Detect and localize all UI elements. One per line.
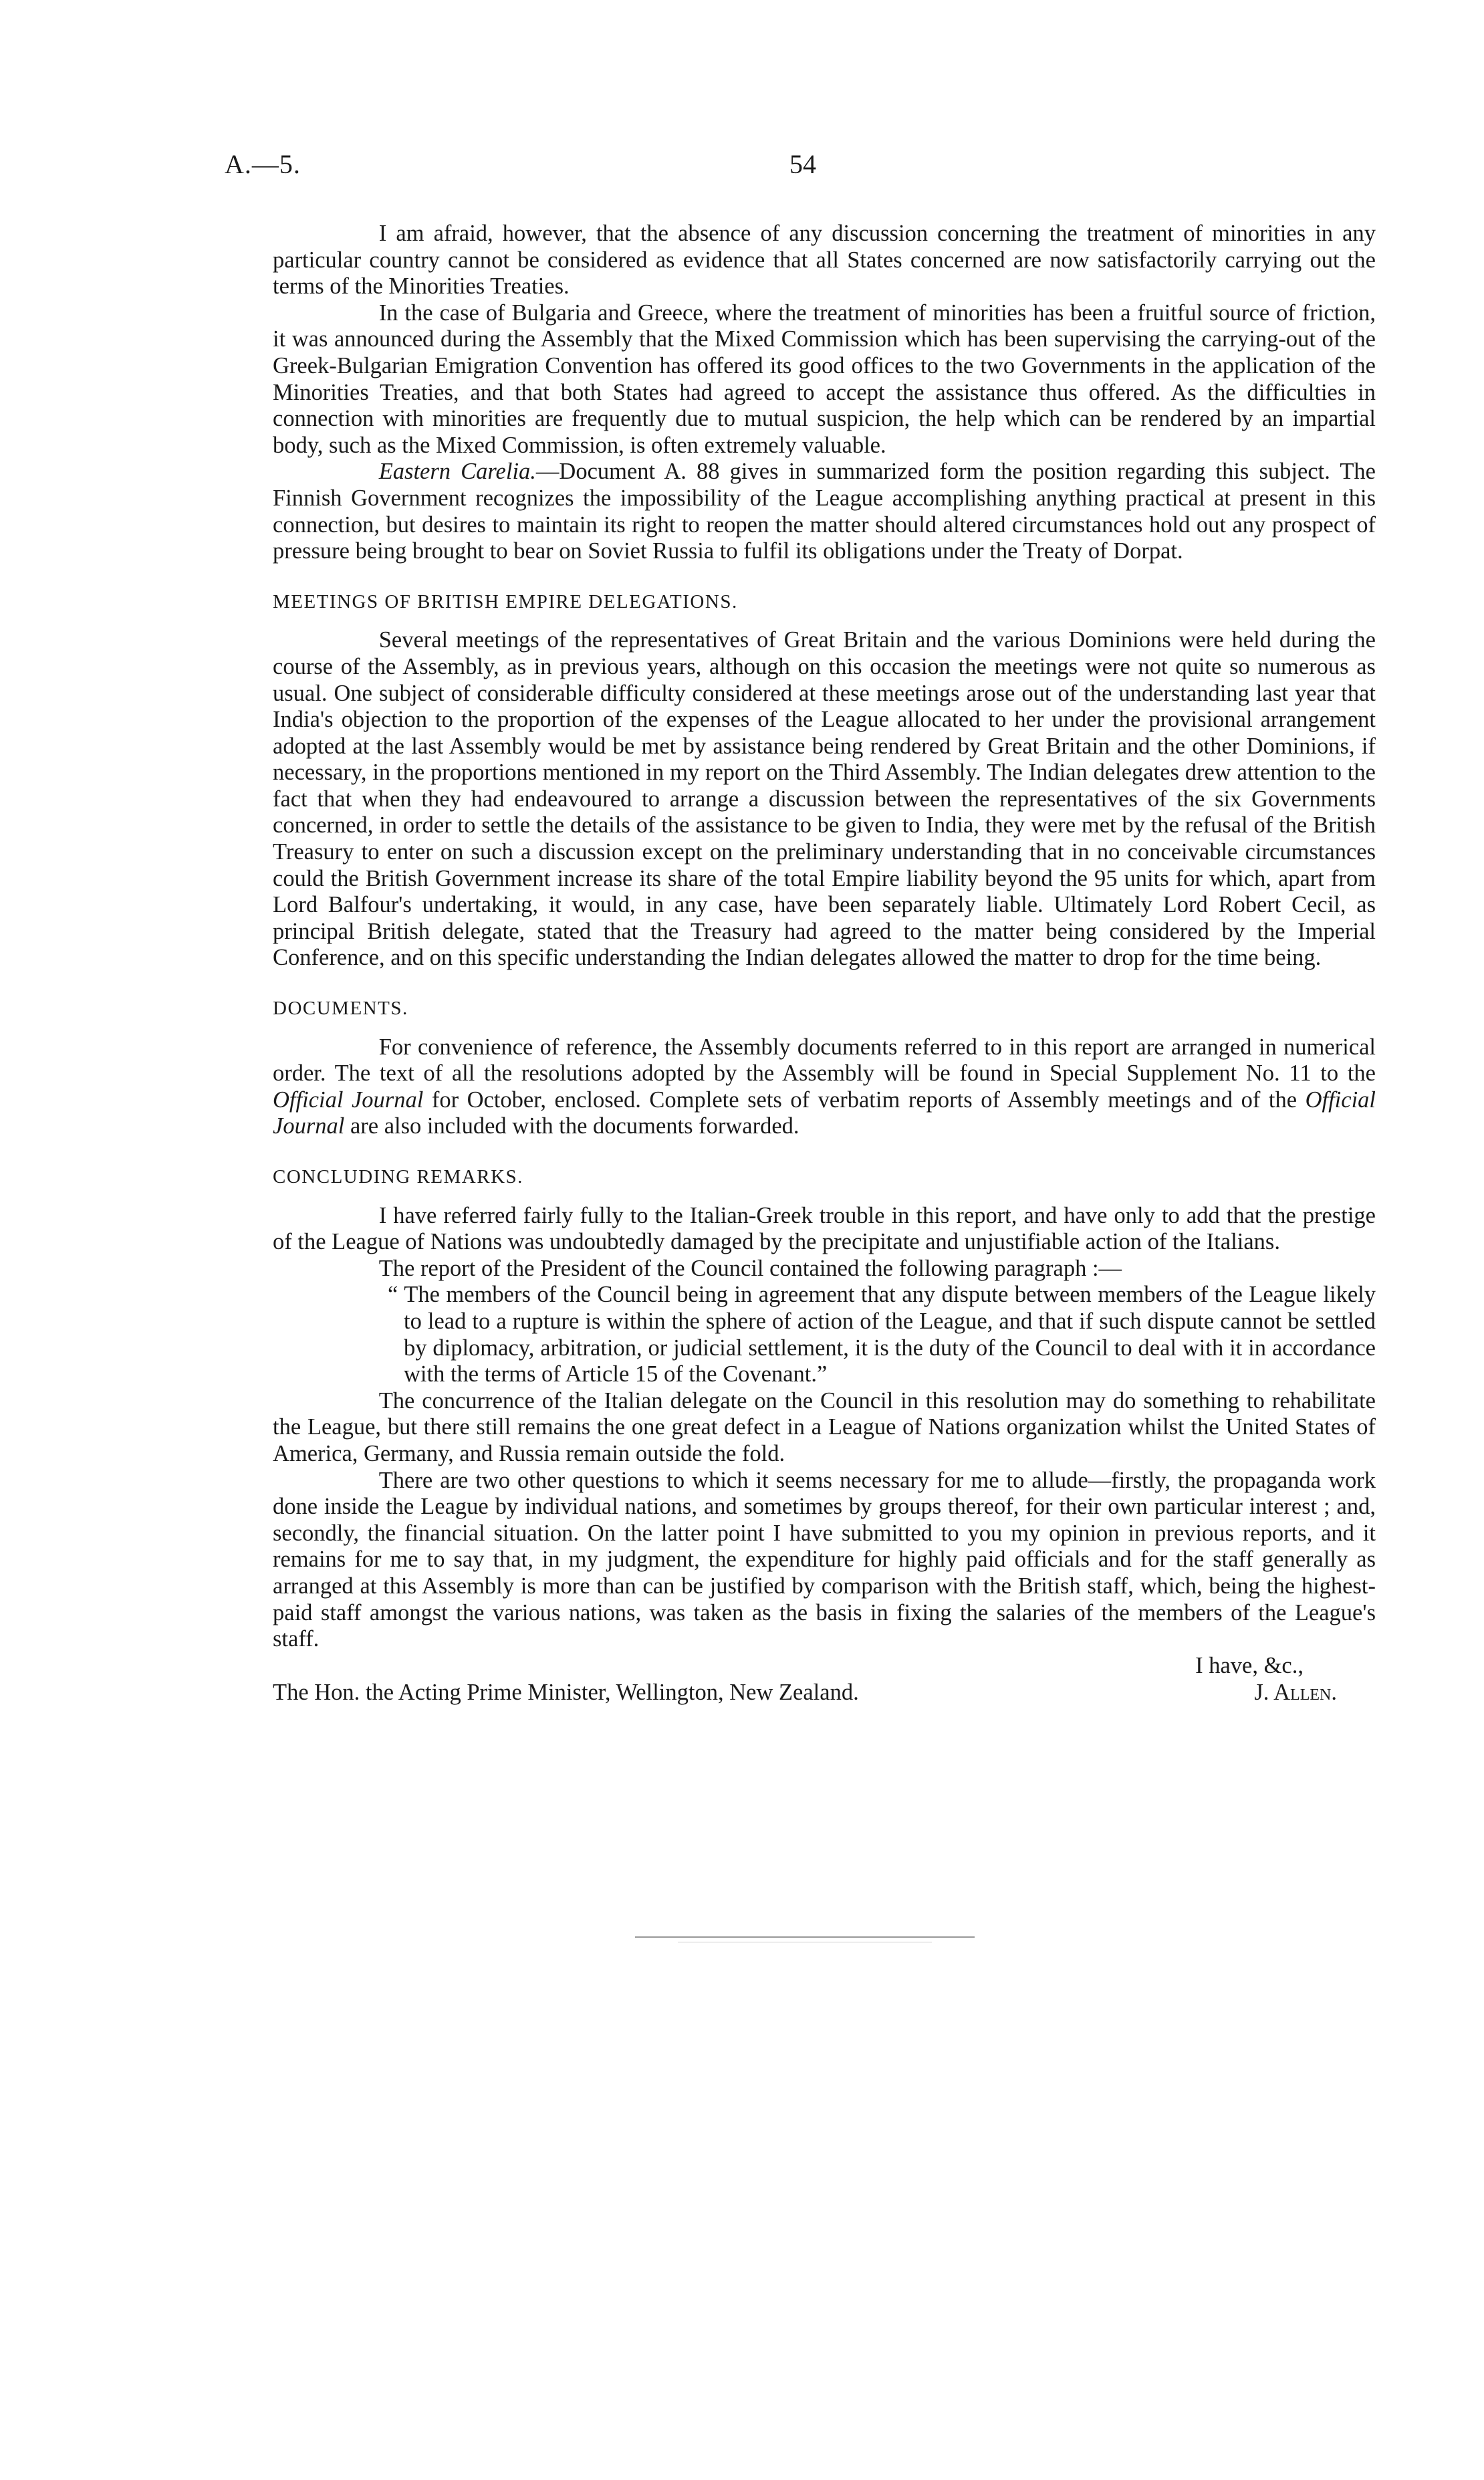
body-text (273, 221, 1376, 1709)
paragraph-president-report: The report of the President of the Council contained the following paragraph :— (378, 1255, 1122, 1281)
documents-text-b: for October, enclosed. Complete sets of verbatim reports of Assembly meetings and of the (423, 1087, 1306, 1113)
council-quote: “ The members of the Council being in agreement that any dispute between members of the League likely to lead to a rupture is within the sphere of action of the League, and that if such dispute cannot be settled by diplomacy, arbitration, or judicial settlement, it is the duty of the Council to deal with it in accordance with the terms of Article 15 of the Covenant.” (388, 1282, 1376, 1387)
heading-meetings: MEETINGS OF BRITISH EMPIRE DELEGATIONS. (273, 590, 738, 612)
paragraph-minorities-evidence: I am afraid, however, that the absence of any discussion concerning the treatment of minorities in any particular country cannot be considered as evidence that all States concerned are now satisfactorily carrying out the terms of the Minorities Treaties. (273, 221, 1376, 300)
paragraph-italian-concurrence: The concurrence of the Italian delegate on the Council in this resolution may do something to rehabilitate the League, but there still remains the one great defect in a League of Nations organization whilst the United States of America, Germany, and Russia remain outside the fold. (273, 1387, 1376, 1466)
paragraph-documents (273, 1034, 1376, 1140)
paragraph-meetings: Several meetings of the representatives of Great Britain and the various Dominions were held during the course of the Assembly, as in previous years, although on this occasion the meetings were not quite so numerous as usual. One subject of considerable difficulty considered at these meetings arose out of the understanding last year that India's objection to the proportion of the expenses of the League allocated to her under the provisional arrangement adopted at the last Assembly would be met by assistance being rendered by Great Britain and the other Dominions, if necessary, in the proportions mentioned in my report on the Third Assembly. The Indian delegates drew attention to the fact that when they had endeavoured to arrange a discussion between the representatives of the six Governments concerned, in order to settle the details of the assistance to be given to India, they were met by the refusal of the British Treasury to enter on such a discussion except on the preliminary understanding that in no conceivable circumstances could the British Government increase its share of the total Empire liability beyond the 95 units for which, apart from Lord Balfour's undertaking, it would, in any case, have been separately liable. Ultimately Lord Robert Cecil, as principal British delegate, stated that the Treasury had agreed to the matter being considered by the Imperial Conference, and on this specific understanding the Indian delegates allowed the matter to drop for the time being. (273, 627, 1376, 971)
documents-text-a: For convenience of reference, the Assembly documents referred to in this report are arranged in numerical order. The text of all the resolutions adopted by the Assembly will be found in Special Supplement No. 11 to the (273, 1034, 1376, 1087)
official-journal-title: Official Journal (273, 1087, 424, 1113)
heading-documents: DOCUMENTS. (273, 998, 408, 1020)
paragraph-two-questions: There are two other questions to which it seems necessary for me to allude—firstly, the propaganda work done inside the League by individual nations, and sometimes by groups thereof, for their own particular interest ; and, secondly, the financial situation. On the latter point I have submitted to you my opinion in previous reports, and it remains for me to say that, in my judgment, the expenditure for highly paid officials and for the staff generally as arranged at this Assembly is more than can be justified by comparison with the British staff, which, being the highest-paid staff amongst the various nations, was taken as the basis in fixing the salaries of the members of the League's staff. (273, 1467, 1376, 1652)
paragraph-italian-greek: I have referred fairly fully to the Italian-Greek trouble in this report, and have only to add that the prestige of the League of Nations was undoubtedly damaged by the precipitate and unjustifiable action of the Italians. (273, 1202, 1376, 1255)
heading-concluding: CONCLUDING REMARKS. (273, 1166, 523, 1188)
page-header (225, 148, 1381, 189)
page-number: 54 (789, 149, 816, 179)
eastern-carelia-body: —Document A. 88 gives in summarized form the position regarding this subject. The Finnish Government recognizes the impossibility of the League accomplishing anything practical at present in this connection, but desires to maintain its right to reopen the matter should altered circumstances hold out any prospect of pressure being brought to bear on Soviet Russia to fulfil its obligations under the Treaty of Dorpat. (273, 459, 1376, 564)
eastern-carelia-title: Eastern Carelia. (378, 459, 536, 485)
documents-text-c: are also included with the documents forwarded. (344, 1113, 799, 1139)
official-journal-title-2: Official Journal (273, 1087, 1376, 1139)
closing-formula: I have, &c., (1195, 1652, 1304, 1678)
paragraph-eastern-carelia (273, 459, 1376, 564)
signature: J. Allen. (1254, 1679, 1337, 1705)
addressee: The Hon. the Acting Prime Minister, Wellington, New Zealand. (273, 1679, 859, 1705)
signoff-line (273, 1653, 1304, 1680)
paragraph-bulgaria-greece: In the case of Bulgaria and Greece, where the treatment of minorities has been a fruitful source of friction, it was announced during the Assembly that the Mixed Commission which has been supervising the carrying-out of the Greek-Bulgarian Emigration Convention has offered its good offices to the two Governments in the application of the Minorities Treaties, and that both States had agreed to accept the assistance thus offered. As the difficulties in connection with minorities are frequently due to mutual suspicion, the help which can be rendered by an impartial body, such as the Mixed Commission, is often extremely valuable. (273, 300, 1376, 458)
document-reference: A.—5. (225, 149, 301, 179)
addressee-line (273, 1680, 1376, 1709)
closing-rule (635, 1936, 975, 1938)
